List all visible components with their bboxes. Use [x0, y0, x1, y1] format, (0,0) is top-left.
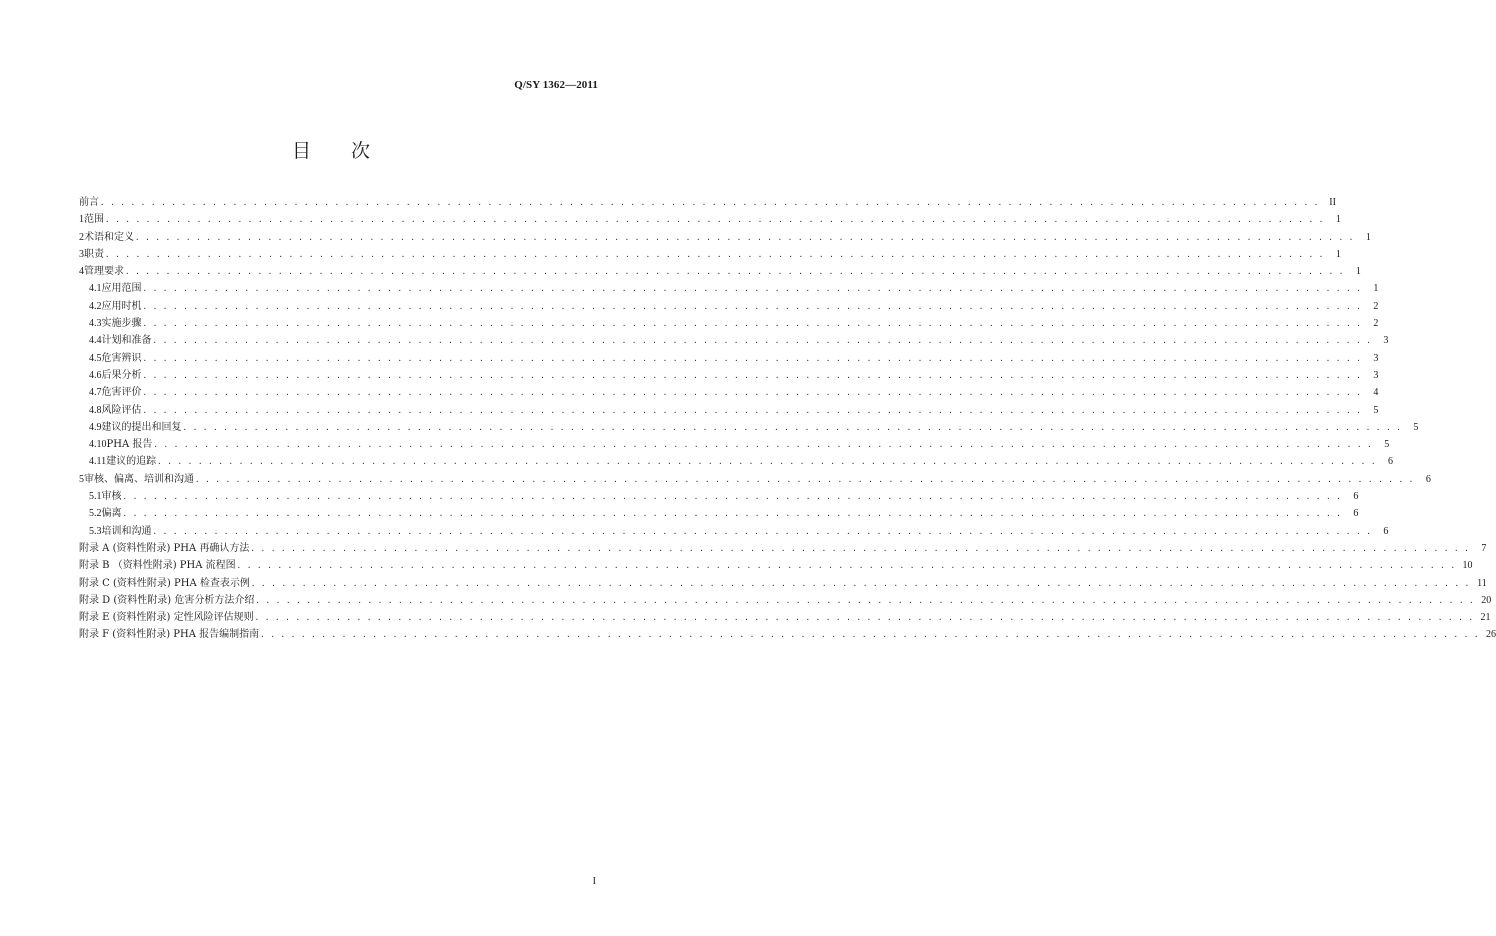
toc-leader-dots: . . . . . . . . . . . . . . . . . . . . . . . . . . . . . . . . . . . . . . . . . . . . . . . . . . . . . . . . . . . . . . . . . . . . . . . . . . . . . . . . . . . . . . . . . . . . . . . . . . . . . . . . . . . . . . . . . . . . . . . . — [256, 594, 1476, 606]
toc-leader-dots: . . . . . . . . . . . . . . . . . . . . . . . . . . . . . . . . . . . . . . . . . . . . . . . . . . . . . . . . . . . . . . . . . . . . . . . . . . . . . . . . . . . . . . . . . . . . . . . . . . . . . . . . . . . . . . . . . . . . . . . . — [143, 352, 1363, 364]
toc-entry-label: 实施步骤 — [101, 318, 142, 330]
toc-leader-dots: . . . . . . . . . . . . . . . . . . . . . . . . . . . . . . . . . . . . . . . . . . . . . . . . . . . . . . . . . . . . . . . . . . . . . . . . . . . . . . . . . . . . . . . . . . . . . . . . . . . . . . . . . . . . . . . . . . . . . . . . — [153, 335, 1373, 347]
toc-entry[interactable] — [79, 315, 1379, 332]
toc-entry[interactable] — [79, 523, 1389, 540]
standard-number: Q/SY 1362—2011 — [514, 79, 598, 91]
toc-entry-number: 5.2 — [89, 508, 102, 520]
toc-entry[interactable] — [79, 211, 1341, 228]
toc-entry[interactable] — [79, 229, 1371, 246]
table-of-contents — [79, 194, 1496, 644]
toc-leader-dots: . . . . . . . . . . . . . . . . . . . . . . . . . . . . . . . . . . . . . . . . . . . . . . . . . . . . . . . . . . . . . . . . . . . . . . . . . . . . . . . . . . . . . . . . . . . . . . . . . . . . . . . . . . . . . . . . . . . . . . . . — [183, 421, 1403, 433]
toc-leader-dots: . . . . . . . . . . . . . . . . . . . . . . . . . . . . . . . . . . . . . . . . . . . . . . . . . . . . . . . . . . . . . . . . . . . . . . . . . . . . . . . . . . . . . . . . . . . . . . . . . . . . . . . . . . . . . . . . . . . . . . . . — [123, 491, 1343, 503]
toc-entry-page: 6 — [1383, 525, 1389, 537]
toc-entry-number: 4 — [79, 266, 84, 278]
toc-entry-page: 1 — [1355, 266, 1361, 278]
toc-entry-number: 4.9 — [89, 421, 102, 433]
toc-entry-number: 5.1 — [89, 491, 102, 503]
toc-entry[interactable] — [79, 298, 1379, 315]
toc-leader-dots: . . . . . . . . . . . . . . . . . . . . . . . . . . . . . . . . . . . . . . . . . . . . . . . . . . . . . . . . . . . . . . . . . . . . . . . . . . . . . . . . . . . . . . . . . . . . . . . . . . . . . . . . . . . . . . . . . . . . . . . . — [136, 231, 1355, 243]
toc-entry[interactable] — [79, 419, 1419, 436]
toc-title-part1: 目 — [291, 140, 311, 162]
toc-entry-page: 7 — [1481, 542, 1487, 554]
toc-entry-page: 3 — [1373, 352, 1379, 364]
toc-entry-page: II — [1329, 197, 1336, 208]
toc-entry[interactable] — [79, 488, 1359, 505]
toc-entry[interactable] — [79, 280, 1379, 297]
toc-leader-dots: . . . . . . . . . . . . . . . . . . . . . . . . . . . . . . . . . . . . . . . . . . . . . . . . . . . . . . . . . . . . . . . . . . . . . . . . . . . . . . . . . . . . . . . . . . . . . . . . . . . . . . . . . . . . . . . . . . . . . . . . — [143, 283, 1363, 295]
toc-entry-page: 3 — [1383, 335, 1389, 347]
toc-entry[interactable] — [79, 609, 1491, 626]
toc-entry-label: 审核、偏离、培训和沟通 — [84, 473, 194, 485]
toc-entry-page: 1 — [1335, 214, 1341, 226]
toc-entry-label: 附录 E (资料性附录) 定性风险评估规则 — [79, 612, 254, 624]
toc-entry-page: 6 — [1388, 456, 1394, 468]
toc-leader-dots: . . . . . . . . . . . . . . . . . . . . . . . . . . . . . . . . . . . . . . . . . . . . . . . . . . . . . . . . . . . . . . . . . . . . . . . . . . . . . . . . . . . . . . . . . . . . . . . . . . . . . . . . . . . . . . . . . . . . . . . . — [143, 300, 1363, 312]
toc-entry-label: 附录 F (资料性附录) PHA 报告编制指南 — [79, 629, 260, 641]
toc-leader-dots: . . . . . . . . . . . . . . . . . . . . . . . . . . . . . . . . . . . . . . . . . . . . . . . . . . . . . . . . . . . . . . . . . . . . . . . . . . . . . . . . . . . . . . . . . . . . . . . . . . . . . . . . . . . . . . . . . . . . . . . . — [143, 318, 1363, 330]
toc-entry-page: 4 — [1373, 387, 1379, 399]
toc-entry-label: 计划和准备 — [101, 335, 152, 347]
toc-entry-number: 4.7 — [89, 387, 102, 399]
toc-entry-page: 6 — [1425, 473, 1431, 485]
toc-entry-label: 后果分析 — [101, 369, 142, 381]
toc-entry-label: 附录 D (资料性附录) 危害分析方法介绍 — [79, 594, 255, 606]
toc-leader-dots: . . . . . . . . . . . . . . . . . . . . . . . . . . . . . . . . . . . . . . . . . . . . . . . . . . . . . . . . . . . . . . . . . . . . . . . . . . . . . . . . . . . . . . . . . . . . . . . . . . . . . . . . . . . . . . . . . . . . . . . . — [153, 525, 1373, 537]
toc-entry-label: 范围 — [84, 214, 104, 226]
toc-entry-label: 附录 B （资料性附录) PHA 流程图 — [79, 560, 236, 572]
toc-entry[interactable] — [79, 626, 1496, 643]
toc-entry-label: 危害辨识 — [101, 352, 142, 364]
toc-entry-number: 3 — [79, 248, 84, 260]
toc-entry-number: 5 — [79, 473, 84, 485]
toc-entry[interactable] — [79, 402, 1379, 419]
toc-entry-number: 4.8 — [89, 404, 102, 416]
toc-leader-dots: . . . . . . . . . . . . . . . . . . . . . . . . . . . . . . . . . . . . . . . . . . . . . . . . . . . . . . . . . . . . . . . . . . . . . . . . . . . . . . . . . . . . . . . . . . . . . . . . . . . . . . . . . . . . . . . . . . . . . . . . — [106, 248, 1325, 260]
toc-entry-number: 1 — [79, 214, 84, 226]
toc-leader-dots: . . . . . . . . . . . . . . . . . . . . . . . . . . . . . . . . . . . . . . . . . . . . . . . . . . . . . . . . . . . . . . . . . . . . . . . . . . . . . . . . . . . . . . . . . . . . . . . . . . . . . . . . . . . . . . . . . . . . . . . . — [106, 214, 1325, 226]
toc-title — [0, 136, 662, 163]
toc-entry[interactable] — [79, 471, 1431, 488]
toc-entry-page: 1 — [1373, 283, 1379, 295]
toc-entry-label: 职责 — [84, 248, 104, 260]
toc-entry-page: 5 — [1373, 404, 1379, 416]
toc-entry-page: 5 — [1413, 421, 1419, 433]
toc-leader-dots: . . . . . . . . . . . . . . . . . . . . . . . . . . . . . . . . . . . . . . . . . . . . . . . . . . . . . . . . . . . . . . . . . . . . . . . . . . . . . . . . . . . . . . . . . . . . . . . . . . . . . . . . . . . . . . . . . . . . . . . . — [255, 612, 1475, 624]
toc-entry-number: 4.1 — [89, 283, 102, 295]
toc-entry[interactable] — [79, 332, 1389, 349]
toc-entry-number: 4.10 — [89, 439, 107, 451]
toc-entry-page: 3 — [1373, 369, 1379, 381]
toc-entry-label: 偏离 — [101, 508, 122, 520]
toc-entry-label: PHA 报告 — [106, 439, 153, 451]
toc-entry-label: 建议的追踪 — [106, 456, 157, 468]
toc-entry-number: 4.2 — [89, 300, 102, 312]
toc-entry[interactable] — [79, 367, 1379, 384]
toc-leader-dots: . . . . . . . . . . . . . . . . . . . . . . . . . . . . . . . . . . . . . . . . . . . . . . . . . . . . . . . . . . . . . . . . . . . . . . . . . . . . . . . . . . . . . . . . . . . . . . . . . . . . . . . . . . . . . . . . . . . . . . . . — [143, 369, 1363, 381]
toc-leader-dots: . . . . . . . . . . . . . . . . . . . . . . . . . . . . . . . . . . . . . . . . . . . . . . . . . . . . . . . . . . . . . . . . . . . . . . . . . . . . . . . . . . . . . . . . . . . . . . . . . . . . . . . . . . . . . . . . . . . . . . . . — [261, 629, 1481, 641]
toc-leader-dots: . . . . . . . . . . . . . . . . . . . . . . . . . . . . . . . . . . . . . . . . . . . . . . . . . . . . . . . . . . . . . . . . . . . . . . . . . . . . . . . . . . . . . . . . . . . . . . . . . . . . . . . . . . . . . . . . . . . . . . . . — [123, 508, 1343, 520]
toc-entry-page: 6 — [1353, 508, 1359, 520]
toc-entry-page: 20 — [1481, 594, 1492, 606]
toc-leader-dots: . . . . . . . . . . . . . . . . . . . . . . . . . . . . . . . . . . . . . . . . . . . . . . . . . . . . . . . . . . . . . . . . . . . . . . . . . . . . . . . . . . . . . . . . . . . . . . . . . . . . . . . . . . . . . . . . . . . . . . . . — [196, 473, 1415, 485]
toc-entry-label: 附录 C (资料性附录) PHA 检查表示例 — [79, 577, 250, 589]
toc-entry[interactable] — [79, 246, 1341, 263]
toc-entry-label: 前言 — [79, 197, 99, 208]
toc-entry-page: 2 — [1373, 300, 1379, 312]
toc-entry[interactable] — [79, 453, 1394, 470]
toc-entry-number: 4.5 — [89, 352, 102, 364]
toc-entry[interactable] — [79, 350, 1379, 367]
toc-entry-label: 危害评价 — [101, 387, 142, 399]
toc-entry-page: 2 — [1373, 318, 1379, 330]
toc-leader-dots: . . . . . . . . . . . . . . . . . . . . . . . . . . . . . . . . . . . . . . . . . . . . . . . . . . . . . . . . . . . . . . . . . . . . . . . . . . . . . . . . . . . . . . . . . . . . . . . . . . . . . . . . . . . . . . . . . . . . . . . . — [251, 577, 1471, 589]
toc-entry-page: 5 — [1384, 439, 1390, 451]
toc-entry-page: 1 — [1365, 231, 1371, 243]
toc-entry[interactable] — [79, 384, 1379, 401]
toc-entry-number: 2 — [79, 231, 84, 243]
toc-entry-page: 6 — [1353, 491, 1359, 503]
toc-entry-page: 1 — [1335, 248, 1341, 260]
toc-entry[interactable] — [79, 575, 1487, 592]
toc-leader-dots: . . . . . . . . . . . . . . . . . . . . . . . . . . . . . . . . . . . . . . . . . . . . . . . . . . . . . . . . . . . . . . . . . . . . . . . . . . . . . . . . . . . . . . . . . . . . . . . . . . . . . . . . . . . . . . . . . . . . . . . . — [154, 439, 1374, 451]
toc-entry-page: 10 — [1462, 560, 1473, 572]
toc-leader-dots: . . . . . . . . . . . . . . . . . . . . . . . . . . . . . . . . . . . . . . . . . . . . . . . . . . . . . . . . . . . . . . . . . . . . . . . . . . . . . . . . . . . . . . . . . . . . . . . . . . . . . . . . . . . . . . . . . . . . . . . . — [237, 560, 1457, 572]
toc-entry-number: 4.3 — [89, 318, 102, 330]
toc-entry[interactable] — [79, 505, 1359, 522]
toc-entry-number: 4.6 — [89, 369, 102, 381]
toc-entry-page: 26 — [1486, 629, 1496, 641]
toc-entry-label: 审核 — [101, 491, 122, 503]
toc-leader-dots: . . . . . . . . . . . . . . . . . . . . . . . . . . . . . . . . . . . . . . . . . . . . . . . . . . . . . . . . . . . . . . . . . . . . . . . . . . . . . . . . . . . . . . . . . . . . . . . . . . . . . . . . . . . . . . . . . . . . . . . . — [158, 456, 1378, 468]
toc-entry-number: 4.11 — [89, 456, 107, 468]
toc-leader-dots: . . . . . . . . . . . . . . . . . . . . . . . . . . . . . . . . . . . . . . . . . . . . . . . . . . . . . . . . . . . . . . . . . . . . . . . . . . . . . . . . . . . . . . . . . . . . . . . . . . . . . . . . . . . . . . . . . . . . . . . . — [101, 197, 1320, 208]
toc-entry-label: 术语和定义 — [84, 231, 134, 243]
toc-leader-dots: . . . . . . . . . . . . . . . . . . . . . . . . . . . . . . . . . . . . . . . . . . . . . . . . . . . . . . . . . . . . . . . . . . . . . . . . . . . . . . . . . . . . . . . . . . . . . . . . . . . . . . . . . . . . . . . . . . . . . . . . — [143, 387, 1363, 399]
toc-leader-dots: . . . . . . . . . . . . . . . . . . . . . . . . . . . . . . . . . . . . . . . . . . . . . . . . . . . . . . . . . . . . . . . . . . . . . . . . . . . . . . . . . . . . . . . . . . . . . . . . . . . . . . . . . . . . . . . . . . . . . . . . — [143, 404, 1363, 416]
toc-entry-label: 应用时机 — [101, 300, 142, 312]
toc-entry[interactable] — [79, 263, 1361, 280]
toc-entry-label: 风险评估 — [101, 404, 142, 416]
toc-entry-label: 应用范围 — [101, 283, 142, 295]
toc-leader-dots: . . . . . . . . . . . . . . . . . . . . . . . . . . . . . . . . . . . . . . . . . . . . . . . . . . . . . . . . . . . . . . . . . . . . . . . . . . . . . . . . . . . . . . . . . . . . . . . . . . . . . . . . . . . . . . . . . . . . . . . . — [126, 266, 1345, 278]
toc-entry-label: 建议的提出和回复 — [101, 421, 182, 433]
toc-entry[interactable] — [79, 557, 1473, 574]
toc-entry[interactable] — [79, 540, 1487, 557]
toc-entry-page: 21 — [1480, 612, 1491, 624]
toc-title-part2: 次 — [351, 140, 371, 162]
toc-entry-label: 培训和沟通 — [101, 525, 152, 537]
toc-entry[interactable] — [79, 592, 1492, 609]
page-number: I — [592, 876, 596, 887]
toc-entry-number: 5.3 — [89, 525, 102, 537]
toc-entry[interactable] — [79, 194, 1336, 211]
toc-entry-label: 附录 A (资料性附录) PHA 再确认方法 — [79, 542, 250, 554]
toc-entry-label: 管理要求 — [84, 266, 124, 278]
toc-leader-dots: . . . . . . . . . . . . . . . . . . . . . . . . . . . . . . . . . . . . . . . . . . . . . . . . . . . . . . . . . . . . . . . . . . . . . . . . . . . . . . . . . . . . . . . . . . . . . . . . . . . . . . . . . . . . . . . . . . . . . . . . — [251, 542, 1471, 554]
toc-entry-page: 11 — [1477, 577, 1487, 589]
toc-entry[interactable] — [79, 436, 1390, 453]
toc-entry-number: 4.4 — [89, 335, 102, 347]
